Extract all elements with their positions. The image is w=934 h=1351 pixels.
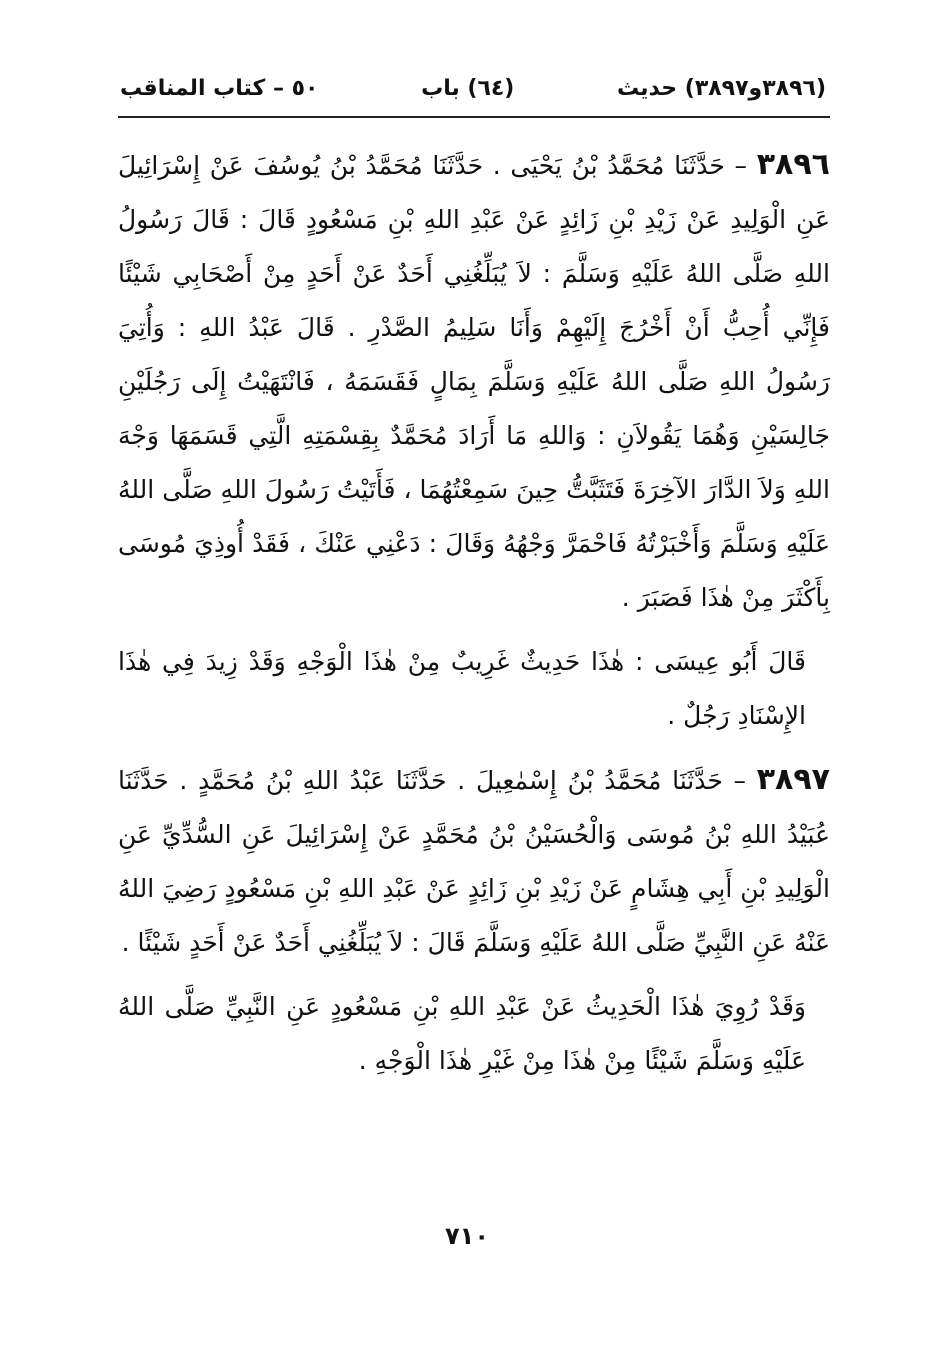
header-chapter: (٦٤) باب (421, 75, 515, 101)
page-number: ٧١٠ (445, 1222, 489, 1250)
header-book-title: ٥٠ – كتاب المناقب (120, 75, 319, 101)
commentary-paragraph: وَقَدْ رُوِيَ هٰذَا الْحَدِيثُ عَنْ عَبْدِ اللهِ بْنِ مَسْعُودٍ عَنِ النَّبِيِّ صَلَّى اللهُ عَلَيْهِ وَسَلَّمَ شَيْئًا مِنْ هٰذَا مِنْ غَيْرِ هٰذَا الْوَجْهِ . (118, 992, 806, 1075)
commentary-paragraph: قَالَ أَبُو عِيسَى : هٰذَا حَدِيثٌ غَرِيبٌ مِنْ هٰذَا الْوَجْهِ وَقَدْ زِيدَ فِي هٰذَا الإِسْنَادِ رَجُلٌ . (118, 647, 806, 730)
header-hadith-range: (٣٨٩٦و٣٨٩٧) حديث (616, 75, 826, 101)
hadith-3897 (118, 753, 830, 970)
hadith-text: – حَدَّثَنَا مُحَمَّدُ بْنُ إِسْمٰعِيلَ . حَدَّثَنَا عَبْدُ اللهِ بْنُ مُحَمَّدٍ . حَدَّثَنَا عُبَيْدُ اللهِ بْنُ مُوسَى وَالْحُسَيْنُ بْنُ مُحَمَّدٍ عَنْ إِسْرَائِيلَ عَنِ السُّدِّيِّ عَنِ الْوَلِيدِ بْنِ أَبِي هِشَامٍ عَنْ زَيْدِ بْنِ زَائِدٍ عَنْ عَبْدِ اللهِ بْنِ مَسْعُودٍ رَضِيَ اللهُ عَنْهُ عَنِ النَّبِيِّ صَلَّى اللهُ عَلَيْهِ وَسَلَّمَ قَالَ : لاَ يُبَلِّغُنِي أَحَدٌ عَنْ أَحَدٍ شَيْئًا . (118, 766, 830, 957)
page-body (118, 138, 830, 1098)
hadith-number: ٣٨٩٧ (756, 762, 830, 797)
hadith-3896 (118, 138, 830, 625)
header-divider (118, 116, 830, 118)
hadith-text: – حَدَّثَنَا مُحَمَّدُ بْنُ يَحْيَى . حَدَّثَنَا مُحَمَّدُ بْنُ يُوسُفَ عَنْ إِسْرَائِيلَ عَنِ الْوَلِيدِ عَنْ زَيْدِ بْنِ زَائِدٍ عَنْ عَبْدِ اللهِ بْنِ مَسْعُودٍ قَالَ : قَالَ رَسُولُ اللهِ صَلَّى اللهُ عَلَيْهِ وَسَلَّمَ : لاَ يُبَلِّغُنِي أَحَدٌ عَنْ أَحَدٍ مِنْ أَصْحَابِي شَيْئًا فَإِنِّي أُحِبُّ أَنْ أَخْرُجَ إِلَيْهِمْ وَأَنَا سَلِيمُ الصَّدْرِ . قَالَ عَبْدُ اللهِ : وَأُتِيَ رَسُولُ اللهِ صَلَّى اللهُ عَلَيْهِ وَسَلَّمَ بِمَالٍ فَقَسَمَهُ ، فَانْتَهَيْتُ إِلَى رَجُلَيْنِ جَالِسَيْنِ وَهُمَا يَقُولاَنِ : وَاللهِ مَا أَرَادَ مُحَمَّدٌ بِقِسْمَتِهِ الَّتِي قَسَمَهَا وَجْهَ اللهِ وَلاَ الدَّارَ الآخِرَةَ فَتَثَبَّتُّ حِينَ سَمِعْتُهُمَا ، فَأَتَيْتُ رَسُولَ اللهِ صَلَّى اللهُ عَلَيْهِ وَسَلَّمَ وَأَخْبَرْتُهُ فَاحْمَرَّ وَجْهُهُ وَقَالَ : دَعْنِي عَنْكَ ، فَقَدْ أُوذِيَ مُوسَى بِأَكْثَرَ مِنْ هٰذَا فَصَبَرَ . (118, 151, 830, 612)
running-header (120, 68, 826, 108)
hadith-number: ٣٨٩٦ (756, 147, 830, 182)
